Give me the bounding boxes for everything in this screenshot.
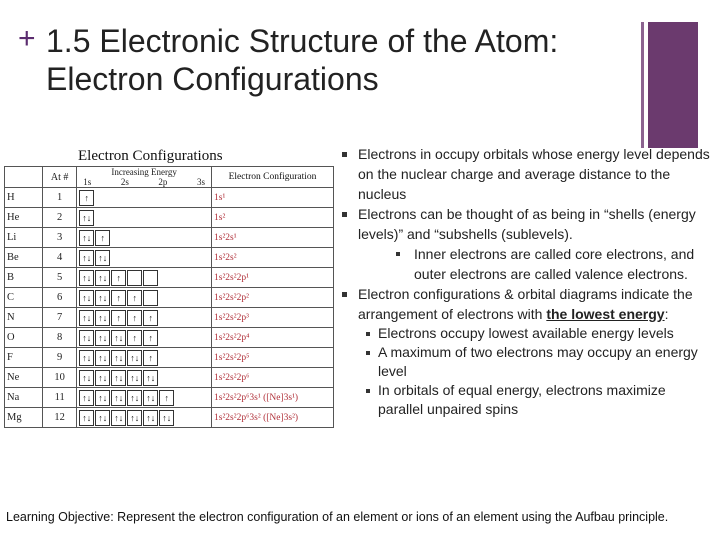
- orbital-box: ↑↓: [79, 390, 94, 406]
- element-symbol: Ne: [5, 368, 43, 388]
- orbital-box: [127, 270, 142, 286]
- bullet-list: [336, 144, 712, 419]
- orbital-box: ↑↓: [95, 250, 110, 266]
- atomic-number: 9: [43, 348, 77, 368]
- header-symbol: [5, 167, 43, 188]
- orbital-box: ↑↓: [127, 370, 142, 386]
- orbital-diagram: [77, 288, 212, 308]
- element-symbol: O: [5, 328, 43, 348]
- orbital-box: ↑↓: [95, 310, 110, 326]
- atomic-number: 6: [43, 288, 77, 308]
- table-row: [5, 348, 334, 368]
- learning-objective: Learning Objective: Represent the electron configuration of an element or ions of an element using the Aufbau principle.: [6, 510, 669, 524]
- header-increasing-energy: Increasing Energy: [111, 167, 177, 177]
- orbital-diagram: [77, 268, 212, 288]
- orbital-box: ↑↓: [111, 410, 126, 426]
- bullet-1: Electrons in occupy orbitals whose energy level depends on the nuclear charge and average distance to the nucleus: [336, 144, 712, 204]
- orbital-diagram: [77, 188, 212, 208]
- atomic-number: 4: [43, 248, 77, 268]
- bullet-2-sub: Inner electrons are called core electrons, and outer electrons are called valence electrons.: [336, 244, 712, 284]
- plus-icon: +: [18, 22, 36, 55]
- electron-configuration: 1s²2s²2p⁴: [212, 328, 334, 348]
- orbital-box: ↑↓: [79, 210, 94, 226]
- orbital-diagram: [77, 348, 212, 368]
- element-symbol: Be: [5, 248, 43, 268]
- element-symbol: Li: [5, 228, 43, 248]
- orbital-box: ↑↓: [95, 350, 110, 366]
- orbital-box: ↑: [143, 330, 158, 346]
- orbital-box: ↑↓: [159, 410, 174, 426]
- orbital-box: ↑: [95, 230, 110, 246]
- orbital-box: ↑↓: [95, 270, 110, 286]
- element-symbol: F: [5, 348, 43, 368]
- electron-configuration: 1s²2s²2p⁶3s² ([Ne]3s²): [212, 408, 334, 428]
- element-symbol: N: [5, 308, 43, 328]
- bullet-3-colon: :: [664, 306, 669, 322]
- table-row: [5, 228, 334, 248]
- orbital-box: ↑↓: [79, 410, 94, 426]
- orbital-box: [143, 290, 158, 306]
- header-at-num: At #: [43, 167, 77, 188]
- table-row: [5, 248, 334, 268]
- orbital-box: ↑: [143, 350, 158, 366]
- orbital-box: ↑: [127, 290, 142, 306]
- slide-title: [46, 22, 636, 98]
- orbital-box: ↑: [127, 330, 142, 346]
- electron-configuration: 1s²2s¹: [212, 228, 334, 248]
- element-symbol: Mg: [5, 408, 43, 428]
- orbital-box: ↑↓: [143, 390, 158, 406]
- header-config: Electron Configuration: [212, 167, 334, 188]
- atomic-number: 12: [43, 408, 77, 428]
- orbital-box: ↑↓: [127, 390, 142, 406]
- bullet-3-text: Electron configurations & orbital diagrams indicate the arrangement of electrons with: [358, 286, 693, 322]
- orbital-box: ↑↓: [95, 370, 110, 386]
- title-line-1: 1.5 Electronic Structure of the Atom:: [46, 23, 559, 59]
- orbital-diagram: [77, 368, 212, 388]
- atomic-number: 1: [43, 188, 77, 208]
- orbital-box: ↑↓: [79, 230, 94, 246]
- orbital-box: ↑↓: [95, 390, 110, 406]
- orbital-box: ↑↓: [95, 410, 110, 426]
- electron-configuration: 1s¹: [212, 188, 334, 208]
- orbital-box: ↑: [159, 390, 174, 406]
- electron-configuration: 1s²2s²2p⁵: [212, 348, 334, 368]
- header-level-2p: 2p: [158, 177, 168, 187]
- orbital-box: ↑↓: [79, 370, 94, 386]
- orbital-box: ↑↓: [95, 330, 110, 346]
- accent-line: [641, 22, 644, 148]
- orbital-box: ↑: [127, 310, 142, 326]
- accent-bar: [648, 22, 698, 148]
- element-symbol: C: [5, 288, 43, 308]
- orbital-diagram: [77, 308, 212, 328]
- orbital-diagram: [77, 228, 212, 248]
- table-row: [5, 368, 334, 388]
- orbital-box: ↑↓: [79, 290, 94, 306]
- table-header-row: [5, 167, 334, 188]
- orbital-box: ↑: [111, 290, 126, 306]
- element-symbol: B: [5, 268, 43, 288]
- electron-configuration: 1s²2s²2p¹: [212, 268, 334, 288]
- bullet-3-emphasis: the lowest energy: [546, 306, 665, 322]
- electron-configuration: 1s²2s²2p⁶: [212, 368, 334, 388]
- electron-configuration: 1s²2s²: [212, 248, 334, 268]
- orbital-box: ↑: [111, 270, 126, 286]
- header-level-2s: 2s: [120, 177, 129, 187]
- orbital-diagram: [77, 408, 212, 428]
- element-symbol: H: [5, 188, 43, 208]
- table-row: [5, 268, 334, 288]
- orbital-diagram: [77, 248, 212, 268]
- header-level-3s: 3s: [196, 177, 205, 187]
- electron-configuration: 1s²2s²2p⁶3s¹ ([Ne]3s¹): [212, 388, 334, 408]
- orbital-box: ↑↓: [111, 390, 126, 406]
- atomic-number: 8: [43, 328, 77, 348]
- orbital-box: ↑↓: [79, 270, 94, 286]
- orbital-box: ↑↓: [79, 330, 94, 346]
- bullet-3-sub-1: Electrons occupy lowest available energy levels: [336, 324, 712, 343]
- electron-configuration: 1s²2s²2p²: [212, 288, 334, 308]
- orbital-diagram: [77, 328, 212, 348]
- table-row: [5, 408, 334, 428]
- table-row: [5, 328, 334, 348]
- orbital-box: ↑↓: [79, 250, 94, 266]
- bullet-2: Electrons can be thought of as being in “shells (energy levels)” and “subshells (sublevels).: [336, 204, 712, 244]
- title-line-2: Electron Configurations: [46, 61, 379, 97]
- orbital-box: ↑: [111, 310, 126, 326]
- bullet-3: [336, 284, 712, 324]
- atomic-number: 10: [43, 368, 77, 388]
- orbital-box: ↑↓: [143, 370, 158, 386]
- orbital-box: [143, 270, 158, 286]
- table-row: [5, 188, 334, 208]
- orbital-box: ↑↓: [127, 350, 142, 366]
- orbital-box: ↑↓: [143, 410, 158, 426]
- table-row: [5, 308, 334, 328]
- element-symbol: He: [5, 208, 43, 228]
- header-level-1s: 1s: [83, 177, 92, 187]
- orbital-box: ↑↓: [79, 350, 94, 366]
- atomic-number: 7: [43, 308, 77, 328]
- electron-config-table-image: [4, 148, 334, 438]
- electron-configuration: 1s²2s²2p³: [212, 308, 334, 328]
- atomic-number: 2: [43, 208, 77, 228]
- orbital-box: ↑↓: [111, 370, 126, 386]
- electron-configuration: 1s²: [212, 208, 334, 228]
- element-symbol: Na: [5, 388, 43, 408]
- table-row: [5, 208, 334, 228]
- table-row: [5, 388, 334, 408]
- bullet-3-sub-2: A maximum of two electrons may occupy an energy level: [336, 343, 712, 381]
- orbital-diagram: [77, 208, 212, 228]
- orbital-box: ↑↓: [127, 410, 142, 426]
- bullet-3-sub-3: In orbitals of equal energy, electrons maximize parallel unpaired spins: [336, 381, 712, 419]
- atomic-number: 3: [43, 228, 77, 248]
- header-orbitals: [77, 167, 212, 188]
- atomic-number: 11: [43, 388, 77, 408]
- orbital-box: ↑↓: [111, 330, 126, 346]
- orbital-box: ↑↓: [95, 290, 110, 306]
- table-row: [5, 288, 334, 308]
- electron-config-table: [4, 166, 334, 428]
- orbital-diagram: [77, 388, 212, 408]
- orbital-box: ↑↓: [111, 350, 126, 366]
- orbital-box: ↑↓: [79, 310, 94, 326]
- table-title: Electron Configurations: [78, 148, 223, 164]
- atomic-number: 5: [43, 268, 77, 288]
- orbital-box: ↑: [79, 190, 94, 206]
- orbital-box: ↑: [143, 310, 158, 326]
